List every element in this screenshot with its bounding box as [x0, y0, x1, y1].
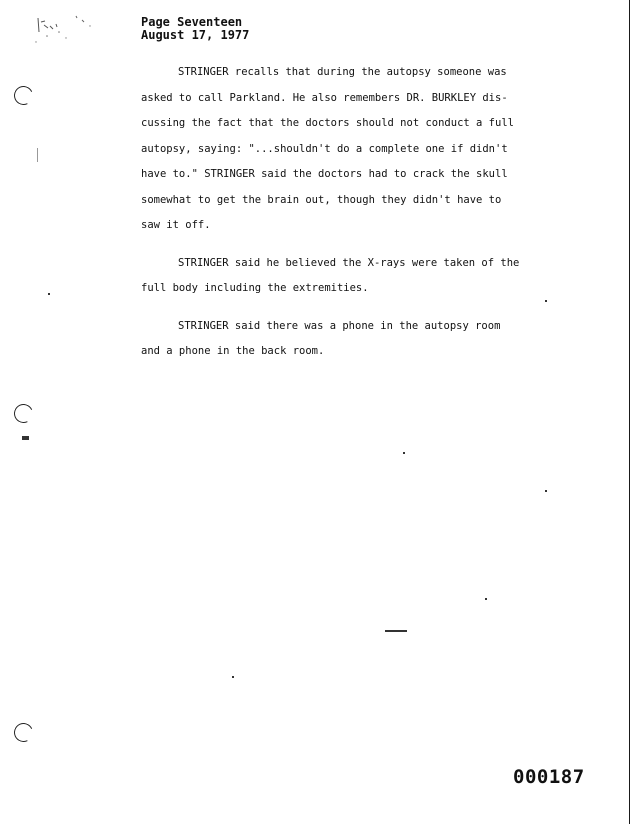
- ink-speck: [545, 490, 547, 492]
- text-line: STRINGER said there was a phone in the autopsy room: [178, 319, 501, 332]
- ink-speck: [545, 300, 547, 302]
- document-number: 000187: [513, 766, 585, 788]
- punch-hole-icon: [11, 401, 35, 425]
- text-line: asked to call Parkland. He also remembers DR. BURKLEY dis-: [141, 91, 508, 104]
- ink-dash: [385, 630, 407, 632]
- text-line: cussing the fact that the doctors should not conduct a full: [141, 117, 514, 129]
- document-body: [141, 60, 581, 377]
- text-line: somewhat to get the brain out, though they didn't have to: [141, 193, 502, 206]
- ink-speck: [232, 676, 234, 678]
- punch-hole-icon: [11, 83, 35, 107]
- text-line: autopsy, saying: "...shouldn't do a complete one if didn't: [141, 142, 508, 155]
- handwritten-marks: [30, 12, 110, 52]
- ink-speck: [22, 436, 29, 440]
- page-header: [141, 16, 249, 42]
- ink-speck: [37, 148, 38, 162]
- page-edge-line: [629, 0, 630, 824]
- paragraph: [141, 314, 581, 365]
- punch-hole-icon: [11, 720, 35, 744]
- text-line: saw it off.: [141, 219, 211, 231]
- text-line: and a phone in the back room.: [141, 345, 325, 357]
- ink-speck: [485, 598, 487, 600]
- text-line: STRINGER recalls that during the autopsy someone was: [178, 66, 507, 78]
- text-line: full body including the extremities.: [141, 282, 369, 294]
- paragraph: [141, 60, 581, 239]
- ink-speck: [403, 452, 405, 454]
- ink-speck: [48, 293, 50, 295]
- report-date: August 17, 1977: [141, 28, 250, 42]
- page-label: Page Seventeen: [141, 15, 243, 29]
- text-line: have to." STRINGER said the doctors had to crack the skull: [141, 168, 508, 180]
- text-line: STRINGER said he believed the X-rays were taken of the: [178, 256, 520, 269]
- paragraph: [141, 251, 581, 302]
